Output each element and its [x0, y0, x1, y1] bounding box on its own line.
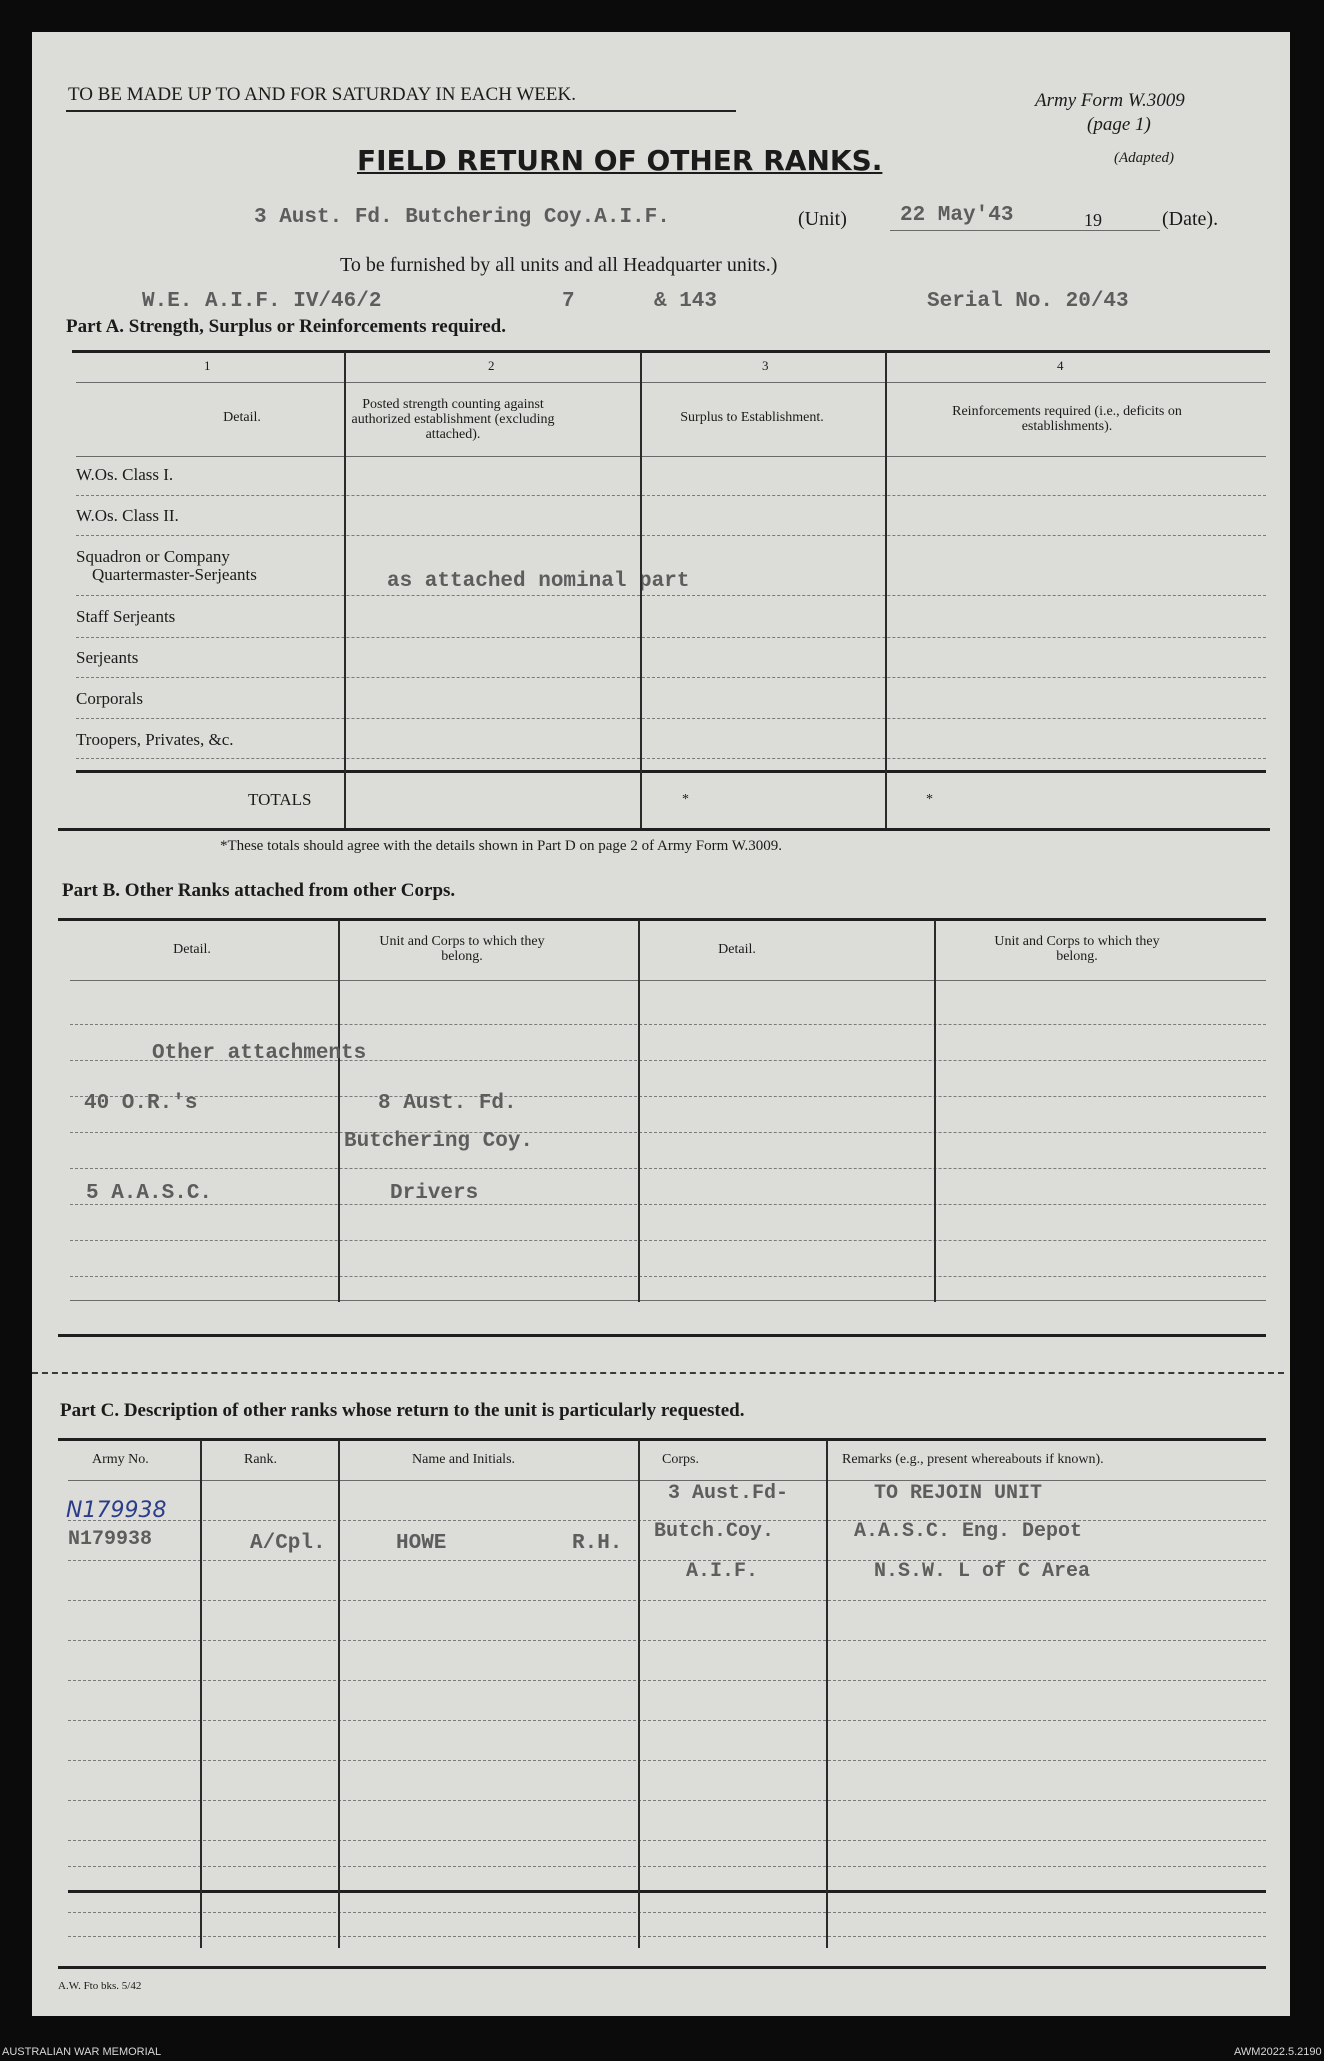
part-a-col-divider [640, 352, 642, 828]
part-c-heading: Part C. Description of other ranks whose return to the unit is particularly requested. [60, 1400, 745, 1421]
form-paper [32, 32, 1290, 2016]
totals-asterisk-reinforcements: * [926, 792, 933, 807]
date-underline [890, 230, 1160, 231]
part-a-totals-rule [76, 770, 1266, 773]
part-c-col-divider [826, 1440, 828, 1948]
part-c-row-rule [68, 1600, 1266, 1601]
part-b-typed-line1: Other attachments [152, 1042, 367, 1065]
part-b-header-unit-2: Unit and Corps to which they belong. [994, 934, 1160, 964]
form-title: FIELD RETURN OF OTHER RANKS. [357, 144, 883, 177]
furnished-note: To be furnished by all units and all Headquarter units.) [340, 254, 778, 276]
part-b-typed-line2-left: 40 O.R.'s [84, 1092, 198, 1115]
adapted-label: (Adapted) [1114, 150, 1174, 166]
part-c-row-rule [68, 1936, 1266, 1937]
date-label: (Date). [1162, 208, 1219, 230]
col-number-3: 3 [762, 358, 769, 373]
part-c-header-rank: Rank. [244, 1452, 278, 1467]
part-b-header-detail-2: Detail. [718, 942, 756, 957]
col-number-4: 4 [1057, 358, 1064, 373]
part-b-typed-line4-left: 5 A.A.S.C. [86, 1182, 213, 1205]
row-rule [76, 495, 1266, 496]
part-c-row-rule [68, 1912, 1266, 1913]
part-c-row-rule [68, 1680, 1266, 1681]
row-label: Serjeants [76, 648, 139, 667]
part-a-number-rule [76, 382, 1266, 383]
part-b-col-divider [338, 920, 340, 1302]
row-rule [76, 595, 1266, 596]
part-b-col-divider [934, 920, 936, 1302]
part-c-row-rule [68, 1866, 1266, 1867]
ref-typed-1: W.E. A.I.F. IV/46/2 [142, 290, 382, 313]
part-c-header-remarks: Remarks (e.g., present whereabouts if known). [842, 1452, 1104, 1467]
ref-typed-2: 7 [562, 290, 575, 313]
part-c-row-rule [68, 1720, 1266, 1721]
typed-remarks-line: A.A.S.C. Eng. Depot [854, 1520, 1083, 1543]
year-prefix: 19 [1084, 210, 1102, 230]
part-b-header-unit-1: Unit and Corps to which they belong. [379, 934, 545, 964]
part-c-header-rule [68, 1480, 1266, 1481]
typed-note-part-a: as attached nominal part [387, 570, 690, 593]
part-c-col-divider [200, 1440, 202, 1948]
part-b-col-divider [638, 920, 640, 1302]
row-rule [76, 718, 1266, 719]
part-b-heading: Part B. Other Ranks attached from other Corps. [62, 880, 456, 901]
totals-label: TOTALS [248, 790, 312, 809]
date-typed: 22 May'43 [900, 204, 1014, 227]
typed-remarks-line: N.S.W. L of C Area [874, 1560, 1091, 1583]
part-b-row-rule [70, 1240, 1266, 1241]
totals-asterisk-surplus: * [682, 792, 689, 807]
row-label: Staff Serjeants [76, 607, 176, 626]
part-a-col-divider [344, 352, 346, 828]
part-c-header-army-no: Army No. [92, 1452, 149, 1467]
footer-right: AWM2022.5.2190 [1234, 2046, 1322, 2058]
part-a-header-posted: Posted strength counting against authorized establishment (excluding attached). [351, 397, 555, 442]
part-b-top-rule [58, 918, 1266, 921]
part-b-row-rule [70, 1096, 1266, 1097]
col-number-2: 2 [488, 358, 495, 373]
serial-typed: Serial No. 20/43 [927, 290, 1129, 313]
part-b-bottom-rule [58, 1334, 1266, 1337]
row-label: W.Os. Class I. [76, 465, 174, 484]
part-a-top-rule [72, 350, 1270, 353]
printer-note: A.W. Fto bks. 5/42 [58, 1980, 142, 1992]
instruction-line: TO BE MADE UP TO AND FOR SATURDAY IN EACH WEEK. [68, 84, 576, 105]
part-a-header-reinforcements: Reinforcements required (i.e., deficits on establishments). [952, 404, 1182, 434]
part-b-typed-line4-right: Drivers [390, 1182, 479, 1205]
instruction-underline [66, 110, 736, 112]
row-label: Squadron or Company [76, 547, 230, 566]
part-b-typed-line2-right: 8 Aust. Fd. [378, 1092, 517, 1115]
page-label: (page 1) [1087, 114, 1151, 135]
part-b-row-rule [70, 1276, 1266, 1277]
typed-name: HOWE [396, 1532, 447, 1555]
col-number-1: 1 [204, 358, 211, 373]
typed-corps-line: Butch.Coy. [654, 1520, 775, 1543]
part-c-row-rule [68, 1800, 1266, 1801]
row-rule [76, 677, 1266, 678]
part-c-header-corps: Corps. [662, 1452, 699, 1467]
part-b-header-detail-1: Detail. [173, 942, 211, 957]
part-b-row-rule [70, 1300, 1266, 1301]
part-b-row-rule [70, 1132, 1266, 1133]
ref-typed-3: & 143 [654, 290, 718, 313]
row-rule [76, 637, 1266, 638]
part-c-lower-rule [68, 1890, 1266, 1893]
part-c-top-rule [58, 1438, 1266, 1441]
typed-corps-line: A.I.F. [686, 1560, 759, 1583]
typed-corps-line: 3 Aust.Fd- [668, 1482, 789, 1505]
row-label: W.Os. Class II. [76, 506, 179, 525]
part-a-header-surplus: Surplus to Establishment. [680, 410, 824, 425]
row-rule [76, 535, 1266, 536]
handwritten-army-no: N179938 [66, 1498, 167, 1523]
part-c-row-rule [68, 1840, 1266, 1841]
part-a-heading: Part A. Strength, Surplus or Reinforcements required. [66, 316, 506, 337]
row-label: Corporals [76, 689, 144, 708]
footer-left: AUSTRALIAN WAR MEMORIAL [2, 2046, 162, 2058]
part-a-col-divider [885, 352, 887, 828]
unit-typed: 3 Aust. Fd. Butchering Coy.A.I.F. [254, 206, 670, 229]
part-a-bottom-rule [58, 828, 1270, 831]
part-c-bottom-rule [58, 1966, 1266, 1969]
part-c-header-name: Name and Initials. [412, 1452, 516, 1467]
part-b-row-rule [70, 1024, 1266, 1025]
typed-rank: A/Cpl. [250, 1532, 326, 1555]
part-a-header-rule [76, 456, 1266, 457]
part-c-col-divider [638, 1440, 640, 1948]
form-name: Army Form W.3009 [1035, 90, 1185, 111]
row-label: Quartermaster-Serjeants [92, 565, 257, 584]
part-a-header-detail: Detail. [223, 410, 261, 425]
part-b-row-rule [70, 1168, 1266, 1169]
part-c-col-divider [338, 1440, 340, 1948]
part-b-header-rule [70, 980, 1266, 981]
part-c-row-rule [68, 1760, 1266, 1761]
typed-initials: R.H. [572, 1532, 623, 1555]
perforation-line [32, 1372, 1284, 1374]
typed-remarks-line: TO REJOIN UNIT [874, 1482, 1043, 1505]
part-c-row-rule [68, 1640, 1266, 1641]
row-label: Troopers, Privates, &c. [76, 730, 234, 749]
row-rule [76, 758, 1266, 759]
part-a-footnote: *These totals should agree with the details shown in Part D on page 2 of Army Form W.3009. [220, 838, 783, 854]
typed-army-no: N179938 [68, 1528, 153, 1551]
part-b-typed-line3-right: Butchering Coy. [344, 1130, 534, 1153]
part-b-row-rule [70, 1204, 1266, 1205]
unit-label: (Unit) [798, 208, 847, 230]
